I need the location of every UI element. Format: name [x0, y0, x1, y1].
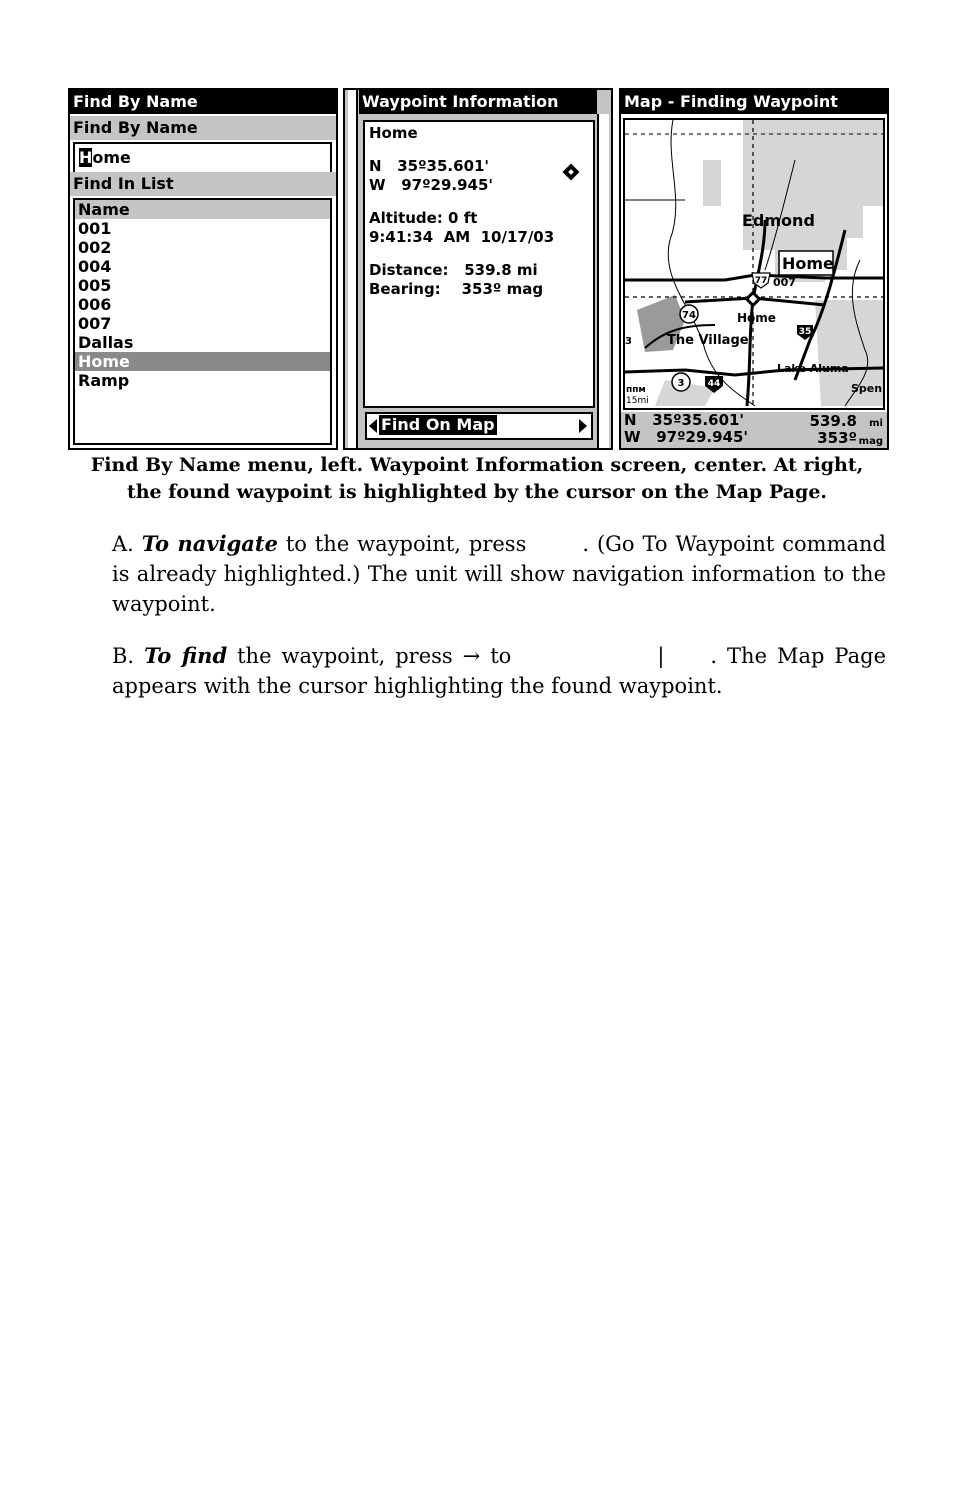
para-a-text-1: to the waypoint, press: [277, 532, 527, 556]
list-item[interactable]: Ramp: [78, 371, 130, 390]
bearing: Bearing: 353º mag: [369, 280, 544, 298]
waypoint-list[interactable]: [73, 198, 332, 445]
distance: Distance: 539.8 mi: [369, 261, 538, 279]
list-header: Name: [75, 200, 330, 219]
route-77-label: 77: [754, 276, 768, 286]
waypoint-name: Home: [369, 124, 418, 142]
readout-lat: N 35º35.601': [624, 411, 745, 429]
screen-title: Find By Name: [70, 90, 336, 114]
map-drawing: [625, 120, 883, 406]
list-item-selected[interactable]: Home: [75, 352, 330, 371]
waypoint-info-panel: [363, 120, 595, 408]
para-a-emphasis: To navigate: [141, 531, 278, 556]
para-b-emphasis: To find: [144, 643, 228, 668]
spen-label: Spen: [851, 382, 883, 395]
home-callout-label: Home: [782, 254, 834, 273]
figure-caption: [62, 452, 892, 506]
input-cursor-char: H: [79, 148, 93, 167]
readout-bearing: 353º: [817, 429, 857, 447]
para-b-text-2: . The Map Page appears with the cursor highlighting the found waypoint.: [112, 644, 886, 698]
caption-line-2: the found waypoint is highlighted by the cursor on the Map Page.: [126, 481, 828, 503]
screen-title: Waypoint Information: [359, 90, 597, 114]
readout-distance-unit: mi: [869, 418, 883, 429]
para-b-prefix: B.: [112, 644, 145, 668]
map-view[interactable]: [623, 118, 885, 410]
paragraph-a: [112, 529, 886, 619]
zoom-top-label: ппм: [626, 385, 646, 395]
altitude: Altitude: 0 ft: [369, 209, 478, 227]
readout-distance: 539.8: [809, 412, 857, 430]
list-item[interactable]: 002: [78, 238, 112, 257]
list-item[interactable]: 001: [78, 219, 112, 238]
position-readout: [621, 412, 887, 448]
arrow-right-icon[interactable]: [579, 419, 587, 433]
find-on-map-button[interactable]: Find On Map: [381, 415, 495, 434]
latitude: N 35º35.601': [369, 157, 490, 175]
lake-aluma-label: Lake Aluma: [777, 362, 849, 375]
find-on-map-selector[interactable]: [365, 412, 593, 440]
waypoint-007-label: 007: [773, 276, 796, 289]
caption-line-1: Find By Name menu, left. Waypoint Information screen, center. At right,: [90, 454, 864, 476]
route-3-left-label: 3: [625, 336, 632, 347]
zoom-scale-label: 15mi: [626, 396, 649, 406]
name-input[interactable]: [73, 142, 332, 174]
find-in-list-label: Find In List: [70, 172, 336, 196]
background-menu-edge: [348, 90, 358, 448]
route-74-label: 74: [682, 310, 696, 321]
screen-title: Map - Finding Waypoint: [621, 90, 887, 114]
edmond-label: Edmond: [742, 211, 815, 230]
paragraph-b: [112, 641, 886, 701]
list-item[interactable]: 006: [78, 295, 112, 314]
para-a-prefix: A.: [112, 532, 142, 556]
readout-lon: W 97º29.945': [624, 428, 749, 446]
list-item[interactable]: 005: [78, 276, 112, 295]
para-b-text-1: the waypoint, press → to: [227, 644, 512, 668]
route-3-label: 3: [677, 378, 685, 389]
waypoint-information-screen: [343, 88, 613, 450]
find-by-name-label: Find By Name: [70, 116, 336, 140]
interstate-35-label: 35: [798, 327, 812, 337]
list-item[interactable]: 004: [78, 257, 112, 276]
date-time: 9:41:34 AM 10/17/03: [369, 228, 555, 246]
longitude: W 97º29.945': [369, 176, 494, 194]
para-a-text-2: . (Go To Waypoint command is already highlighted.) The unit will show navigation information to the waypoint.: [112, 532, 886, 616]
interstate-44-label: 44: [707, 379, 721, 389]
home-label: Home: [737, 311, 776, 325]
list-item[interactable]: Dallas: [78, 333, 134, 352]
the-village-label: The Village: [667, 333, 749, 348]
arrow-left-icon[interactable]: [369, 419, 377, 433]
input-text: ome: [92, 148, 131, 167]
list-item[interactable]: 007: [78, 314, 112, 333]
map-finding-waypoint-screen: [619, 88, 889, 450]
readout-bearing-unit: mag: [858, 436, 883, 447]
para-b-separator: |: [657, 644, 665, 668]
background-menu-edge: [597, 114, 609, 448]
find-by-name-screen: [68, 88, 338, 450]
